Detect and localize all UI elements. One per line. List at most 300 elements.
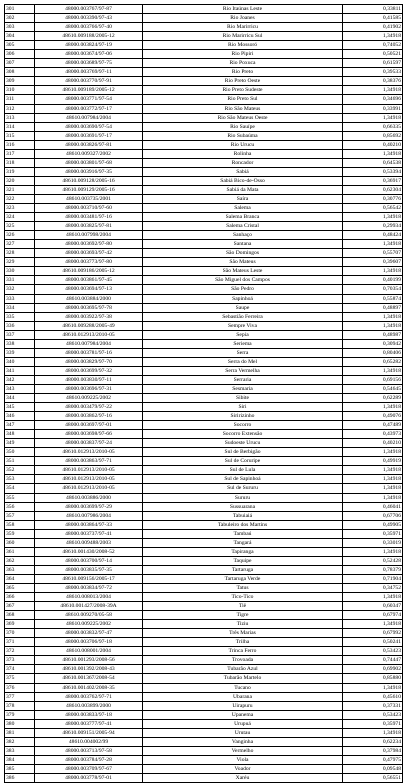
table-row <box>5 412 403 421</box>
field-name: Serra do Mel <box>143 357 343 366</box>
row-number: 309 <box>5 77 35 86</box>
field-name: Trilha <box>143 638 343 647</box>
field-name: Tubarão Azul <box>143 665 343 674</box>
row-number: 331 <box>5 276 35 285</box>
field-name: Tiziu <box>143 620 343 629</box>
value-cell: 0,52428 <box>343 556 403 565</box>
value-cell: 1,34918 <box>343 240 403 249</box>
field-name: Serra <box>143 348 343 357</box>
process-number: 48610.012913/2010-05 <box>35 484 143 493</box>
process-number: 48610.001427/2008-39A <box>35 602 143 611</box>
row-number: 307 <box>5 59 35 68</box>
table-row <box>5 593 403 602</box>
field-name: Sabiá <box>143 167 343 176</box>
table-row <box>5 547 403 556</box>
table-row <box>5 746 403 755</box>
value-cell: 0,40210 <box>343 140 403 149</box>
field-name: Salema <box>143 204 343 213</box>
value-cell: 0,40210 <box>343 439 403 448</box>
process-number: 48000.003801/97-68 <box>35 158 143 167</box>
table-row <box>5 439 403 448</box>
process-number: 48000.003772/97-17 <box>35 104 143 113</box>
value-cell: 0,36917 <box>343 176 403 185</box>
row-number: 341 <box>5 366 35 375</box>
field-name: São Domingos <box>143 249 343 258</box>
value-cell: 0,54645 <box>343 384 403 393</box>
value-cell: 1,34918 <box>343 475 403 484</box>
process-number: 48000.003770/97-91 <box>35 77 143 86</box>
value-cell: 0,41585 <box>343 14 403 23</box>
table-row <box>5 285 403 294</box>
value-cell: 0,49076 <box>343 412 403 421</box>
row-number: 335 <box>5 312 35 321</box>
table-row <box>5 95 403 104</box>
process-number: 48610.008013/2004 <box>35 593 143 602</box>
table-row <box>5 158 403 167</box>
table-row <box>5 231 403 240</box>
process-number: 48000.003693/97-42 <box>35 249 143 258</box>
table-row <box>5 584 403 593</box>
process-number: 48000.003767/97-87 <box>35 5 143 14</box>
value-cell: 1,34918 <box>343 484 403 493</box>
field-name: Rio Joanes <box>143 14 343 23</box>
process-number: 48000.003916/97-35 <box>35 167 143 176</box>
row-number: 378 <box>5 701 35 710</box>
value-cell: 0,48897 <box>343 303 403 312</box>
process-number: 48000.003700/97-14 <box>35 556 143 565</box>
field-name: Vermelho <box>143 746 343 755</box>
row-number: 338 <box>5 339 35 348</box>
value-cell: 0,33991 <box>343 104 403 113</box>
value-cell: 1,34918 <box>343 267 403 276</box>
process-number: 48000.003777/97-41 <box>35 719 143 728</box>
process-number: 48000.003674/97-06 <box>35 50 143 59</box>
field-name: Tucano <box>143 683 343 692</box>
table-row <box>5 294 403 303</box>
value-cell: 0,50241 <box>343 638 403 647</box>
process-number: 48610.001367/2008-54 <box>35 674 143 683</box>
process-number: 48000.003689/97-75 <box>35 59 143 68</box>
field-name: Rio Poxuca <box>143 59 343 68</box>
process-number: 48610.012913/2010-05 <box>35 330 143 339</box>
field-name: Sussuarana <box>143 502 343 511</box>
row-number: 330 <box>5 267 35 276</box>
table-row <box>5 656 403 665</box>
field-name: Tartaruga Verde <box>143 574 343 583</box>
row-number: 311 <box>5 95 35 104</box>
value-cell: 0,45610 <box>343 692 403 701</box>
field-name: Rio Preto <box>143 68 343 77</box>
field-name: Rio Preto Sudeste <box>143 86 343 95</box>
value-cell: 0,43973 <box>343 430 403 439</box>
row-number: 381 <box>5 728 35 737</box>
row-number: 312 <box>5 104 35 113</box>
field-name: Rio Pipiri <box>143 50 343 59</box>
row-number: 360 <box>5 538 35 547</box>
value-cell: 0,37984 <box>343 746 403 755</box>
row-number: 344 <box>5 394 35 403</box>
field-name: Santana <box>143 240 343 249</box>
table-row <box>5 692 403 701</box>
process-number: 48610.009488/2003 <box>35 538 143 547</box>
field-name: Rio Marirricu <box>143 23 343 32</box>
row-number: 334 <box>5 303 35 312</box>
value-cell: 0,74052 <box>343 41 403 50</box>
field-name: São Pedro <box>143 285 343 294</box>
process-number: 48000.003862/97-16 <box>35 412 143 421</box>
table-row <box>5 267 403 276</box>
row-number: 329 <box>5 258 35 267</box>
table-row <box>5 574 403 583</box>
table-row <box>5 86 403 95</box>
table-row <box>5 330 403 339</box>
row-number: 379 <box>5 710 35 719</box>
process-number: 48610.003899/2000 <box>35 701 143 710</box>
table-row <box>5 502 403 511</box>
value-cell: 0,30942 <box>343 339 403 348</box>
field-name: Tabuiaiá <box>143 511 343 520</box>
table-row <box>5 312 403 321</box>
value-cell: 1,34918 <box>343 547 403 556</box>
value-cell: 1,34918 <box>343 620 403 629</box>
row-number: 375 <box>5 674 35 683</box>
row-number: 339 <box>5 348 35 357</box>
table-row <box>5 357 403 366</box>
process-number: 48000.003861/97-45 <box>35 276 143 285</box>
row-number: 380 <box>5 719 35 728</box>
field-name: Urutau <box>143 728 343 737</box>
row-number: 385 <box>5 764 35 773</box>
process-number: 48000.003922/97-38 <box>35 312 143 321</box>
value-cell: 0,53423 <box>343 647 403 656</box>
process-number: 48610.009129/2005-16 <box>35 185 143 194</box>
process-number: 48610.009327/2002 <box>35 149 143 158</box>
field-name: Sul de Sururu <box>143 484 343 493</box>
process-number: 48000.003834/97-72 <box>35 584 143 593</box>
field-name: Sepia <box>143 330 343 339</box>
table-row <box>5 638 403 647</box>
row-number: 356 <box>5 502 35 511</box>
field-name: Rio Itaúnas Leste <box>143 5 343 14</box>
field-name: Upanema <box>143 710 343 719</box>
table-row <box>5 68 403 77</box>
field-name: Tangará <box>143 538 343 547</box>
table-row <box>5 113 403 122</box>
field-name: Sempre Viva <box>143 321 343 330</box>
table-row <box>5 421 403 430</box>
process-number: 48000.003833/97-18 <box>35 710 143 719</box>
table-row <box>5 249 403 258</box>
value-cell: 0,70354 <box>343 285 403 294</box>
row-number: 358 <box>5 520 35 529</box>
process-number: 48000.003830/97-11 <box>35 375 143 384</box>
field-name: Rolinha <box>143 149 343 158</box>
table-row <box>5 23 403 32</box>
table-row <box>5 140 403 149</box>
process-number: 48000.003697/97-01 <box>35 421 143 430</box>
field-name: Rio Subaúma <box>143 131 343 140</box>
row-number: 365 <box>5 584 35 593</box>
field-name: Trovoada <box>143 656 343 665</box>
row-number: 361 <box>5 547 35 556</box>
process-number: 48000.003691/97-17 <box>35 131 143 140</box>
field-name: Sesmaria <box>143 384 343 393</box>
process-number: 48610.001402/2008-35 <box>35 683 143 692</box>
row-number: 326 <box>5 231 35 240</box>
process-number: 48000.003825/97-81 <box>35 222 143 231</box>
row-number: 364 <box>5 574 35 583</box>
table-row <box>5 185 403 194</box>
row-number: 333 <box>5 294 35 303</box>
table-row <box>5 104 403 113</box>
field-name: Tatus <box>143 584 343 593</box>
field-name: Tiê <box>143 602 343 611</box>
process-number: 48000.003837/97-24 <box>35 439 143 448</box>
row-number: 359 <box>5 529 35 538</box>
process-number: 48000.003694/97-13 <box>35 285 143 294</box>
process-number: 48610.009225/2002 <box>35 620 143 629</box>
row-number: 340 <box>5 357 35 366</box>
value-cell: 0,29934 <box>343 222 403 231</box>
row-number: 318 <box>5 158 35 167</box>
fields-table-body <box>5 5 403 783</box>
process-number: 48610.012913/2010-05 <box>35 475 143 484</box>
process-number: 48610.003886/2000 <box>35 493 143 502</box>
process-number: 48000.003773/97-80 <box>35 258 143 267</box>
table-row <box>5 14 403 23</box>
row-number: 363 <box>5 565 35 574</box>
row-number: 322 <box>5 194 35 203</box>
field-name: Sururu <box>143 493 343 502</box>
value-cell: 0,85880 <box>343 674 403 683</box>
table-row <box>5 77 403 86</box>
value-cell: 0,55874 <box>343 294 403 303</box>
field-name: Tigre <box>143 611 343 620</box>
row-number: 315 <box>5 131 35 140</box>
table-row <box>5 629 403 638</box>
value-cell: 1,34918 <box>343 149 403 158</box>
value-cell: 0,50521 <box>343 50 403 59</box>
value-cell: 1,34918 <box>343 32 403 41</box>
row-number: 320 <box>5 176 35 185</box>
value-cell: 0,60347 <box>343 602 403 611</box>
table-row <box>5 511 403 520</box>
process-number: 48610.009151/2005-94 <box>35 728 143 737</box>
table-row <box>5 222 403 231</box>
field-name: Rio São Mateus Oeste <box>143 113 343 122</box>
process-number: 48000.003762/97-71 <box>35 692 143 701</box>
table-row <box>5 32 403 41</box>
value-cell: 0,62289 <box>343 394 403 403</box>
process-number: 48000.003778/97-01 <box>35 773 143 782</box>
value-cell: 0,53394 <box>343 167 403 176</box>
table-row <box>5 710 403 719</box>
field-name: Serraria <box>143 375 343 384</box>
table-row <box>5 321 403 330</box>
field-name: Sabiá da Mata <box>143 185 343 194</box>
value-cell: 1,34918 <box>343 593 403 602</box>
row-number: 347 <box>5 421 35 430</box>
row-number: 343 <box>5 384 35 393</box>
value-cell: 1,34918 <box>343 321 403 330</box>
table-row <box>5 167 403 176</box>
value-cell: 0,53423 <box>343 710 403 719</box>
table-row <box>5 484 403 493</box>
value-cell: 0,40199 <box>343 276 403 285</box>
value-cell: 0,48424 <box>343 231 403 240</box>
table-row <box>5 683 403 692</box>
row-number: 304 <box>5 32 35 41</box>
field-name: Siririzinho <box>143 412 343 421</box>
row-number: 303 <box>5 23 35 32</box>
table-row <box>5 149 403 158</box>
process-number: 48000.003481/97-16 <box>35 213 143 222</box>
field-name: Socorro <box>143 421 343 430</box>
process-number: 48000.003690/97-54 <box>35 122 143 131</box>
table-row <box>5 701 403 710</box>
value-cell: 0,39607 <box>343 258 403 267</box>
row-number: 327 <box>5 240 35 249</box>
value-cell: 0,67992 <box>343 629 403 638</box>
table-row <box>5 611 403 620</box>
value-cell: 0,69156 <box>343 375 403 384</box>
value-cell: 0,47975 <box>343 755 403 764</box>
value-cell: 0,56551 <box>343 773 403 782</box>
table-row <box>5 466 403 475</box>
row-number: 332 <box>5 285 35 294</box>
row-number: 348 <box>5 430 35 439</box>
value-cell: 0,66335 <box>343 122 403 131</box>
field-name: Rio Preto Sul <box>143 95 343 104</box>
value-cell: 0,48987 <box>343 330 403 339</box>
table-row <box>5 258 403 267</box>
value-cell: 1,34918 <box>343 403 403 412</box>
process-number: 48610.004002/99 <box>35 737 143 746</box>
field-name: Roncador <box>143 158 343 167</box>
table-row <box>5 647 403 656</box>
value-cell: 0,47489 <box>343 421 403 430</box>
field-name: Sabiá Bico-de-Osso <box>143 176 343 185</box>
field-name: Saupe <box>143 303 343 312</box>
process-number: 48000.003696/97-31 <box>35 384 143 393</box>
field-name: Urupuá <box>143 719 343 728</box>
value-cell: 0,55707 <box>343 249 403 258</box>
field-name: Sul de Lula <box>143 466 343 475</box>
table-row <box>5 348 403 357</box>
process-number: 48610.009186/2005-12 <box>35 267 143 276</box>
row-number: 383 <box>5 746 35 755</box>
field-name: São Mateus Leste <box>143 267 343 276</box>
fields-table <box>4 4 403 783</box>
row-number: 376 <box>5 683 35 692</box>
row-number: 336 <box>5 321 35 330</box>
field-name: Sudoeste Urucu <box>143 439 343 448</box>
table-row <box>5 131 403 140</box>
table-row <box>5 384 403 393</box>
row-number: 369 <box>5 620 35 629</box>
field-name: Viola <box>143 755 343 764</box>
value-cell: 1,34918 <box>343 493 403 502</box>
value-cell: 0,39533 <box>343 68 403 77</box>
value-cell: 0,69902 <box>343 665 403 674</box>
row-number: 301 <box>5 5 35 14</box>
field-name: Sapinhoá <box>143 294 343 303</box>
value-cell: 1,34918 <box>343 312 403 321</box>
row-number: 354 <box>5 484 35 493</box>
table-row <box>5 303 403 312</box>
field-name: Tartaruga <box>143 565 343 574</box>
process-number: 48610.012913/2010-05 <box>35 466 143 475</box>
field-name: Taquipe <box>143 556 343 565</box>
table-row <box>5 5 403 14</box>
field-name: Tambaú <box>143 529 343 538</box>
row-number: 362 <box>5 556 35 565</box>
table-row <box>5 764 403 773</box>
field-name: Xaréu <box>143 773 343 782</box>
table-row <box>5 755 403 764</box>
process-number: 48000.003713/97-58 <box>35 746 143 755</box>
field-name: Sebastião Ferreira <box>143 312 343 321</box>
field-name: Tubarão Martelo <box>143 674 343 683</box>
field-name: Uirapuru <box>143 701 343 710</box>
field-name: Sul de Berbigão <box>143 448 343 457</box>
process-number: 48610.007998/2004 <box>35 231 143 240</box>
field-name: Seriema <box>143 339 343 348</box>
field-name: Vanginha <box>143 737 343 746</box>
value-cell: 0,62234 <box>343 737 403 746</box>
row-number: 357 <box>5 511 35 520</box>
process-number: 48610.001430/2008-52 <box>35 547 143 556</box>
value-cell: 0,64538 <box>343 158 403 167</box>
table-row <box>5 276 403 285</box>
field-name: Socorro Extensão <box>143 430 343 439</box>
value-cell: 1,34918 <box>343 86 403 95</box>
row-number: 386 <box>5 773 35 782</box>
table-row <box>5 50 403 59</box>
value-cell: 0,46041 <box>343 502 403 511</box>
row-number: 384 <box>5 755 35 764</box>
row-number: 317 <box>5 149 35 158</box>
table-row <box>5 538 403 547</box>
process-number: 48000.003479/97-22 <box>35 403 143 412</box>
row-number: 355 <box>5 493 35 502</box>
field-name: Rio Sauípe <box>143 122 343 131</box>
row-number: 321 <box>5 185 35 194</box>
value-cell: 0,37331 <box>343 701 403 710</box>
field-name: Salema Branca <box>143 213 343 222</box>
field-name: Siri <box>143 403 343 412</box>
process-number: 48610.001293/2008-56 <box>35 656 143 665</box>
value-cell: 0,30776 <box>343 194 403 203</box>
row-number: 382 <box>5 737 35 746</box>
table-row <box>5 493 403 502</box>
row-number: 346 <box>5 412 35 421</box>
process-number: 48610.003884/2000 <box>35 294 143 303</box>
value-cell: 0,41902 <box>343 23 403 32</box>
table-row <box>5 565 403 574</box>
value-cell: 0,61597 <box>343 59 403 68</box>
row-number: 373 <box>5 656 35 665</box>
row-number: 368 <box>5 611 35 620</box>
field-name: Salema Cristal <box>143 222 343 231</box>
process-number: 48610.007984/2004 <box>35 113 143 122</box>
process-number: 48000.003699/97-32 <box>35 366 143 375</box>
row-number: 351 <box>5 457 35 466</box>
process-number: 48610.008001/2004 <box>35 647 143 656</box>
row-number: 342 <box>5 375 35 384</box>
process-number: 48000.003692/97-80 <box>35 240 143 249</box>
process-number: 48610.009188/2005-12 <box>35 32 143 41</box>
